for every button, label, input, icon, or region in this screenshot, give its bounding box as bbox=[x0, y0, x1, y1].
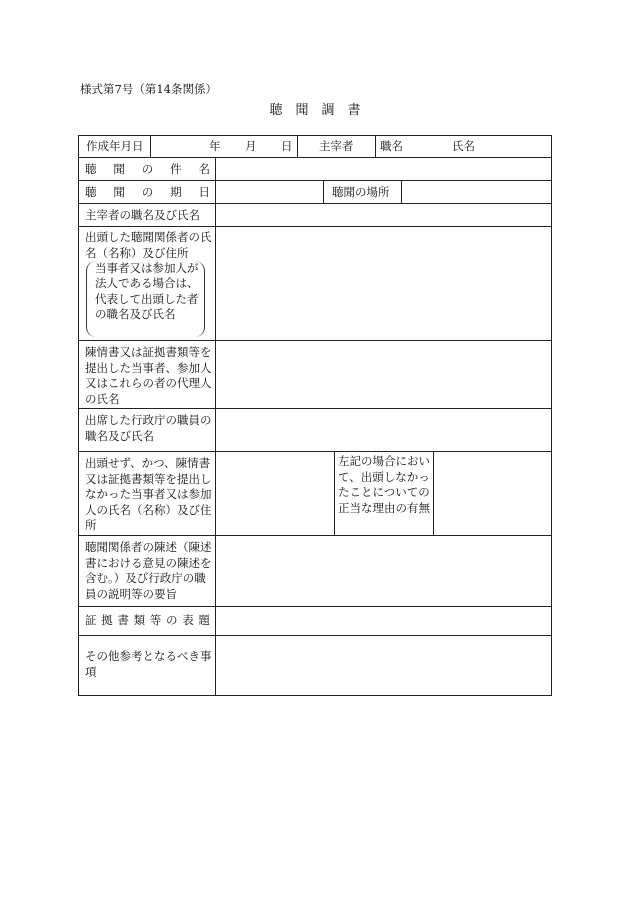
label-char: 等 bbox=[149, 613, 162, 627]
year-label: 年 bbox=[209, 139, 221, 153]
cell-divider bbox=[433, 451, 434, 535]
cell-divider bbox=[323, 180, 324, 203]
label-char: 書 bbox=[117, 613, 129, 627]
creation-date-label: 作成年月日 bbox=[86, 139, 144, 153]
label-char: 日 bbox=[198, 185, 210, 199]
attendees-note: 当事者又は参加人が法人である場合は、代表して出頭した者の職名及び氏名 bbox=[95, 261, 199, 321]
document-title: 聴 聞 調 書 bbox=[269, 103, 361, 118]
hearing-date-label bbox=[85, 185, 210, 200]
cell-divider bbox=[375, 135, 376, 157]
cell-divider bbox=[297, 135, 298, 157]
presider-name-label: 主宰者の職名及び氏名 bbox=[85, 208, 200, 222]
evidence-title-label bbox=[85, 613, 210, 628]
name-label: 氏名 bbox=[452, 139, 475, 153]
label-char: 名 bbox=[198, 162, 210, 176]
label-char: 聴 bbox=[85, 185, 97, 199]
row-divider bbox=[78, 606, 552, 607]
label-char: 証 bbox=[85, 613, 97, 627]
cell-divider bbox=[334, 451, 335, 535]
label-char: 拠 bbox=[101, 613, 113, 627]
row-divider bbox=[78, 226, 552, 227]
month-label: 月 bbox=[245, 139, 257, 153]
presider-label: 主宰者 bbox=[319, 139, 354, 153]
label-column-divider bbox=[215, 157, 216, 696]
justifiable-reason-label: 左記の場合において、出頭しなかったことについての正当な理由の有無 bbox=[338, 454, 430, 515]
statement-summary-label: 聴聞関係者の陳述（陳述書における意見の陳述を含む。）及び行政庁の職員の説明等の要旨 bbox=[85, 540, 212, 601]
cell-divider bbox=[150, 135, 151, 157]
label-char: 表 bbox=[182, 613, 194, 627]
label-char: の bbox=[141, 185, 154, 199]
position-label: 職名 bbox=[380, 139, 403, 153]
label-char: 期 bbox=[170, 185, 182, 199]
row-divider bbox=[78, 340, 552, 341]
label-char: の bbox=[141, 162, 154, 176]
hearing-place-label: 聴聞の場所 bbox=[332, 185, 390, 199]
attendees-label: 出頭した聴聞関係者の氏名（名称）及び住所 bbox=[85, 230, 212, 260]
label-char: の bbox=[166, 613, 178, 627]
row-divider bbox=[78, 203, 552, 204]
agency-staff-label: 出席した行政庁の職員の職名及び氏名 bbox=[85, 413, 212, 443]
hearing-subject-label bbox=[85, 162, 210, 177]
label-char: 聞 bbox=[113, 185, 125, 199]
label-char: 聴 bbox=[85, 162, 97, 176]
label-char: 聞 bbox=[113, 162, 125, 176]
submitters-label: 陳情書又は証拠書類等を提出した当事者、参加人又はこれらの者の代理人の氏名 bbox=[85, 345, 212, 406]
day-label: 日 bbox=[281, 139, 293, 153]
row-divider bbox=[78, 451, 552, 452]
cell-divider bbox=[401, 180, 402, 203]
form-number: 様式第7号（第14条関係） bbox=[80, 82, 217, 96]
absentees-label: 出頭せず、かつ、陳情書又は証拠書類等を提出しなかった当事者又は参加人の氏名（名称）及び住所 bbox=[85, 456, 212, 532]
label-char: 題 bbox=[198, 613, 210, 627]
row-divider bbox=[78, 180, 552, 181]
row-divider bbox=[78, 408, 552, 409]
label-char: 件 bbox=[170, 162, 182, 176]
other-references-label: その他参考となるべき事項 bbox=[85, 649, 212, 679]
row-divider bbox=[78, 157, 552, 158]
row-divider bbox=[78, 535, 552, 536]
row-divider bbox=[78, 635, 552, 636]
label-char: 類 bbox=[133, 613, 146, 627]
